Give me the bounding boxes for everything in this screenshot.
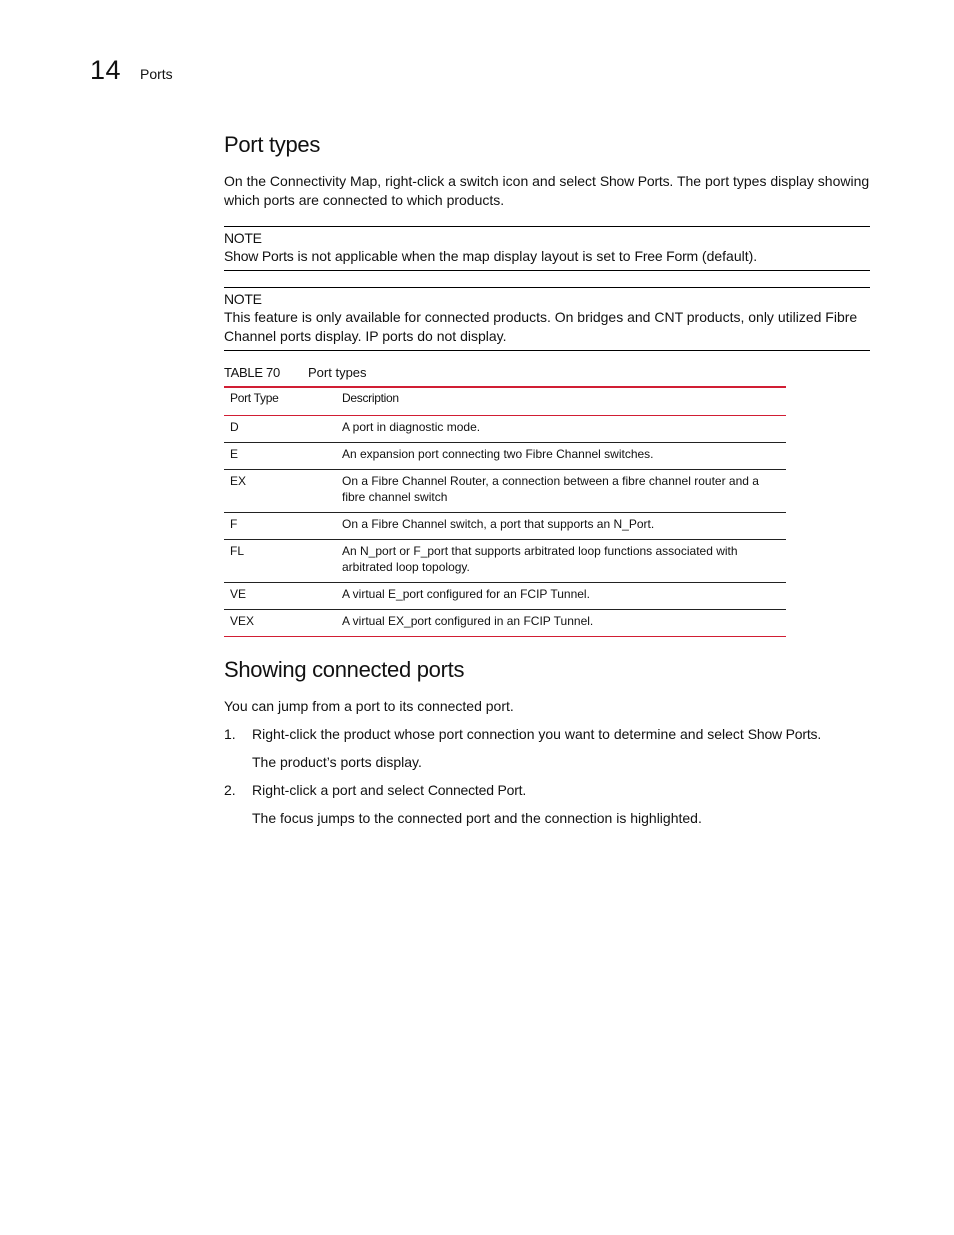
note-show-ports: [224, 226, 870, 271]
table-row: [224, 513, 786, 540]
port-type-cell: VEX: [224, 610, 336, 637]
chapter-name: Ports: [140, 66, 173, 82]
list-item: [224, 781, 870, 828]
ui-term-free-form: Free Form: [634, 248, 699, 264]
intro-text-start: On the Connectivity Map, right-click a switch icon and select: [224, 173, 600, 189]
step-result: The focus jumps to the connected port and the connection is highlighted.: [252, 810, 702, 826]
ui-term-show-ports: Show Ports: [747, 726, 818, 742]
note-title: NOTE: [224, 291, 262, 307]
step-text-end: .: [817, 726, 822, 742]
port-type-cell: D: [224, 416, 336, 443]
column-header-port-type: Port Type: [224, 387, 336, 416]
table-row: [224, 416, 786, 443]
note-text-end: (default).: [698, 248, 758, 264]
section-heading-showing-connected-ports: Showing connected ports: [224, 657, 465, 682]
step-result: The product’s ports display.: [252, 754, 422, 770]
table-row: [224, 610, 786, 637]
step-number: 2.: [224, 782, 236, 798]
step-number: 1.: [224, 726, 236, 742]
note-connected-products: [224, 287, 870, 351]
port-types-intro: [224, 172, 870, 210]
section-heading-port-types: Port types: [224, 132, 321, 157]
port-types-table: [224, 386, 786, 637]
ui-term-show-ports: Show Ports: [224, 248, 294, 264]
port-type-cell: FL: [224, 540, 336, 583]
port-type-cell: E: [224, 443, 336, 470]
ui-term-connected-port: Connected Port: [427, 782, 523, 798]
table-row: [224, 540, 786, 583]
step-text-start: Right-click a port and select: [252, 782, 428, 798]
port-type-cell: VE: [224, 583, 336, 610]
description-cell: A port in diagnostic mode.: [336, 416, 786, 443]
step-text-end: .: [522, 782, 527, 798]
table-row: [224, 470, 786, 513]
table-label: TABLE 70: [224, 365, 280, 380]
note-body: [224, 247, 870, 266]
note-body: This feature is only available for connected products. On bridges and CNT products, only utilized Fibre Channel ports display. IP ports do not display.: [224, 309, 858, 344]
step-text: [252, 781, 870, 800]
intro-text-end: . The port types display showing which ports are connected to which products.: [224, 173, 870, 208]
column-header-description: Description: [336, 387, 786, 416]
description-cell: On a Fibre Channel switch, a port that supports an N_Port.: [336, 513, 786, 540]
description-cell: A virtual E_port configured for an FCIP Tunnel.: [336, 583, 786, 610]
table-header-row: [224, 387, 786, 416]
step-text-start: Right-click the product whose port connection you want to determine and select: [252, 726, 748, 742]
table-row: [224, 443, 786, 470]
note-title: NOTE: [224, 230, 262, 246]
ui-term-show-ports: Show Ports: [599, 173, 670, 189]
description-cell: On a Fibre Channel Router, a connection between a fibre channel router and a fibre channel switch: [336, 470, 786, 513]
port-type-cell: EX: [224, 470, 336, 513]
table-caption: [224, 365, 870, 381]
steps-list: [224, 725, 870, 828]
description-cell: An expansion port connecting two Fibre Channel switches.: [336, 443, 786, 470]
description-cell: A virtual EX_port configured in an FCIP Tunnel.: [336, 610, 786, 637]
description-cell: An N_port or F_port that supports arbitrated loop functions associated with arbitrated loop topology.: [336, 540, 786, 583]
page-content: [224, 130, 870, 828]
connected-ports-intro: You can jump from a port to its connected port.: [224, 698, 514, 714]
chapter-number: 14: [90, 55, 122, 85]
step-text: [252, 725, 870, 744]
port-type-cell: F: [224, 513, 336, 540]
table-row: [224, 583, 786, 610]
table-title: Port types: [308, 365, 367, 380]
note-text-mid: is not applicable when the map display layout is set to: [293, 248, 635, 264]
list-item: [224, 725, 870, 772]
